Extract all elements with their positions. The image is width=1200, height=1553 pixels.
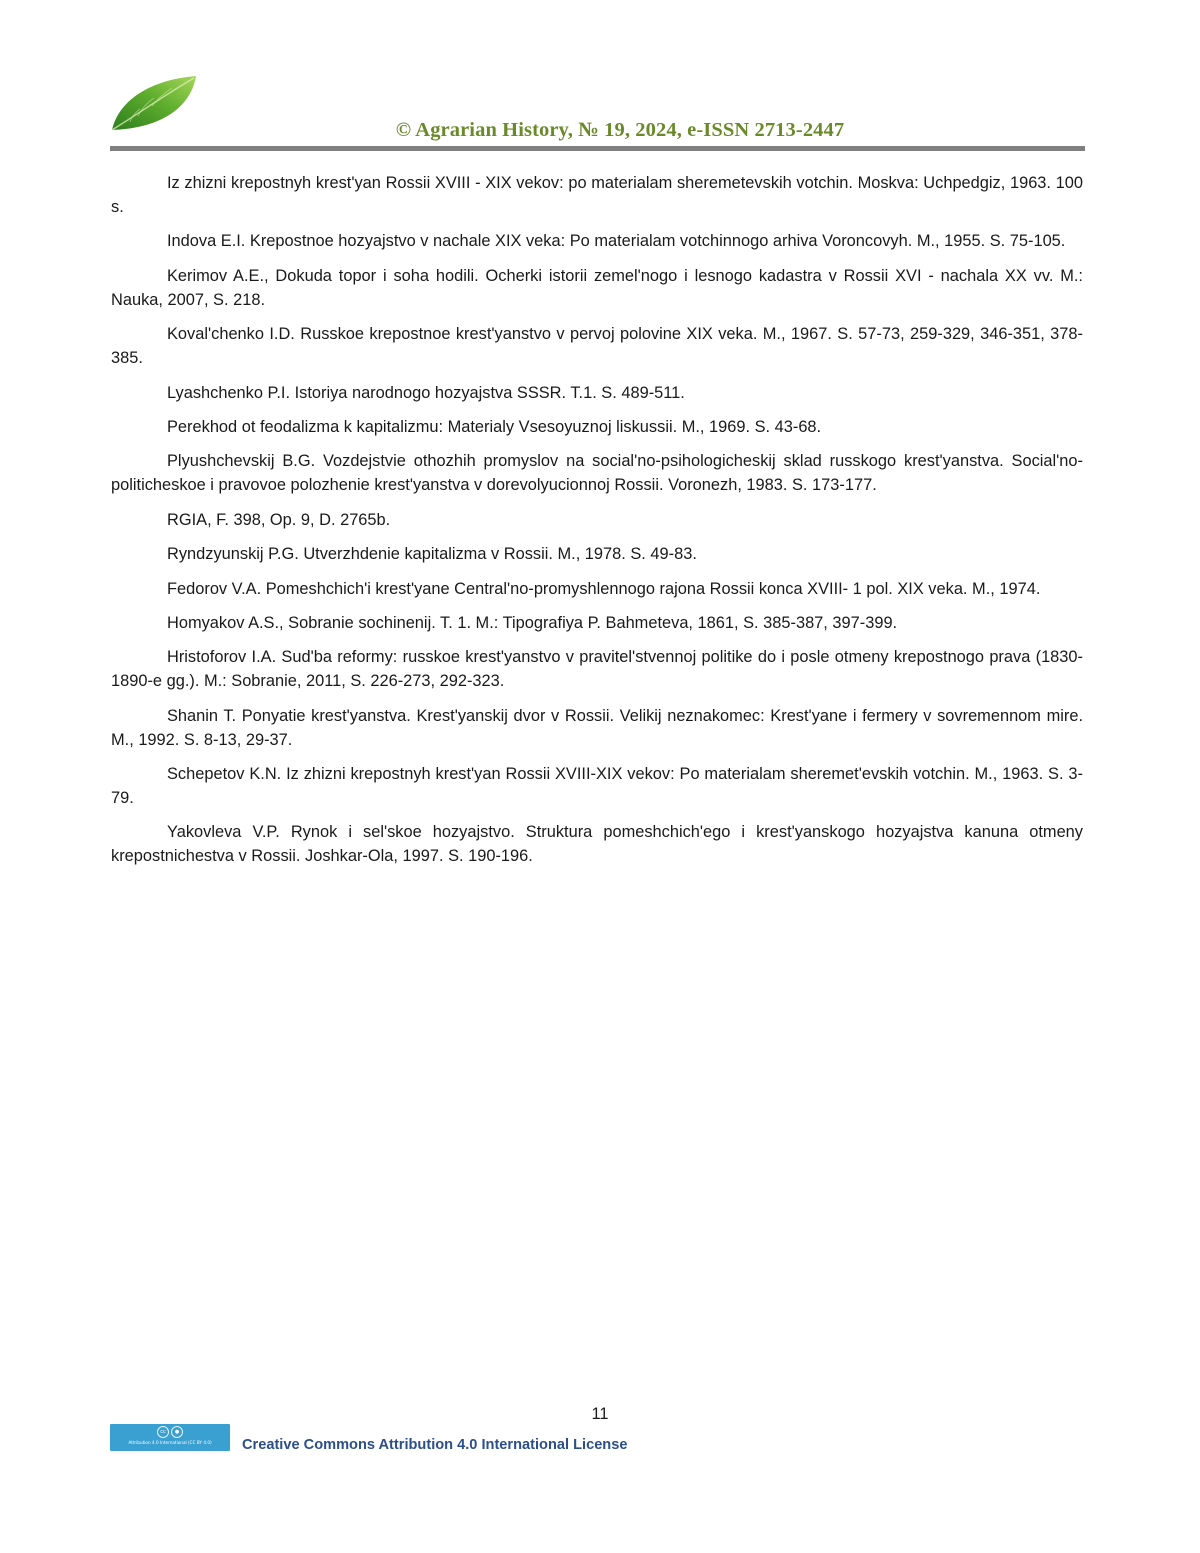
reference-item: Plyushchevskij B.G. Vozdejstvie othozhih promyslov na social'no-psihologicheskij sklad russkogo krest'yanstva. Social'no-politicheskoe i pravovoe polozhenie krest'yanstva v dorevolyucionnoj Rossii. Voronezh, 1983. S. 173-177. (111, 452, 1083, 495)
journal-title: © Agrarian History, № 19, 2024, e-ISSN 2713-2447 (395, 119, 845, 141)
reference-item: Ryndzyunskij P.G. Utverzhdenie kapitalizma v Rossii. M., 1978. S. 49-83. (167, 545, 697, 564)
header-divider (110, 146, 1085, 151)
cc-icon: cc (157, 1426, 169, 1438)
reference-item: Iz zhizni krepostnyh krest'yan Rossii XVIII - XIX vekov: po materialam sheremetevskih votchin. Moskva: Uchpedgiz, 1963. 100 s. (111, 174, 1083, 216)
reference-item: Lyashchenko P.I. Istoriya narodnogo hozyajstva SSSR. T.1. S. 489-511. (167, 383, 685, 402)
reference-item: RGIA, F. 398, Op. 9, D. 2765b. (167, 510, 391, 529)
attribution-person-icon: ● (171, 1426, 183, 1438)
reference-item: Schepetov K.N. Iz zhizni krepostnyh krest'yan Rossii XVIII-XIX vekov: Po materialam sheremet'evskih votchin. M., 1963. S. 3-79. (111, 765, 1083, 808)
reference-item: Fedorov V.A. Pomeshchich'i krest'yane Central'no-promyshlennogo rajona Rossii konca XVIII- 1 pol. XIX veka. M., 1974. (167, 579, 1041, 598)
reference-list (111, 171, 1083, 879)
badge-text: Attribution 4.0 International (CC BY 4.0) (128, 1440, 212, 1445)
cc-by-license-badge-icon[interactable] (110, 1424, 230, 1451)
reference-item: Yakovleva V.P. Rynok i sel'skoe hozyajstvo. Struktura pomeshchich'ego i krest'yanskogo hozyajstva kanuna otmeny krepostnichestva v Rossii. Joshkar-Ola, 1997. S. 190-196. (111, 823, 1083, 866)
reference-item: Perekhod ot feodalizma k kapitalizmu: Materialy Vsesoyuznoj liskussii. M., 1969. S. 43-68. (167, 417, 822, 436)
reference-item: Homyakov A.S., Sobranie sochinenij. T. 1. M.: Tipografiya P. Bahmeteva, 1861, S. 385-387, 397-399. (167, 613, 898, 632)
green-leaf-icon (108, 72, 200, 134)
license-link[interactable]: Creative Commons Attribution 4.0 International License (242, 1437, 628, 1453)
reference-item: Indova E.I. Krepostnoe hozyajstvo v nachale XIX veka: Po materialam votchinnogo arhiva Voroncovyh. M., 1955. S. 75-105. (167, 232, 1066, 251)
reference-item: Kerimov A.E., Dokuda topor i soha hodili. Ocherki istorii zemel'nogo i lesnogo kadastra v Rossii XVI - nachala XX vv. M.: Nauka, 2007, S. 218. (111, 266, 1083, 309)
reference-item: Koval'chenko I.D. Russkoe krepostnoe krest'yanstvo v pervoj polovine XIX veka. M., 1967. S. 57-73, 259-329, 346-351, 378-385. (111, 325, 1083, 368)
reference-item: Hristoforov I.A. Sud'ba reformy: russkoe krest'yanstvo v pravitel'stvennoj politike do i posle otmeny krepostnogo prava (1830-1890-e gg.). M.: Sobranie, 2011, S. 226-273, 292-323. (111, 648, 1083, 691)
page-number: 11 (591, 1405, 609, 1423)
reference-item: Shanin T. Ponyatie krest'yanstva. Krest'yanskij dvor v Rossii. Velikij neznakomec: Krest'yane i fermery v sovremennom mire. M., 1992. S. 8-13, 29-37. (111, 706, 1083, 749)
